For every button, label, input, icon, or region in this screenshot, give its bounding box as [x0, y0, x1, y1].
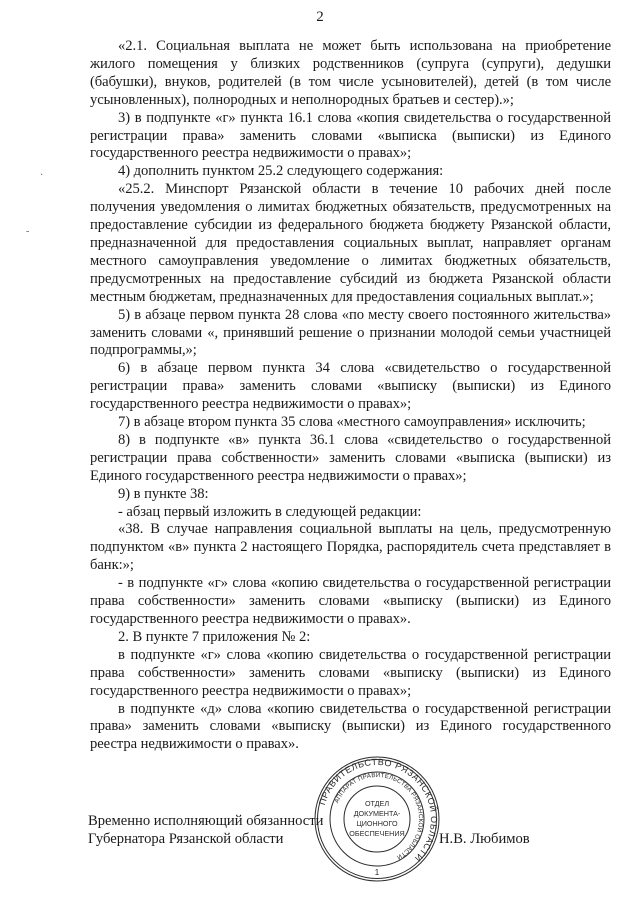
page-number: 2 — [316, 9, 324, 25]
paragraph-section-2: 2. В пункте 7 приложения № 2: — [118, 628, 311, 645]
seal-center-line-3: ЦИОННОГО — [356, 819, 398, 828]
paragraph-item-8: 8) в подпункте «в» пункта 36.1 слова «свидетельство о государственной регистрации права собственности» заменить словами «выписка (выписки) из Единого государственного реестра недвижимости о правах»; — [90, 431, 611, 484]
paragraph-item-7: 7) в абзаце втором пункта 35 слова «местного самоуправления» исключить; — [118, 414, 586, 431]
signer-position-line-2: Губернатора Рязанской области — [88, 831, 284, 847]
paragraph-25-2: «25.2. Минспорт Рязанской области в течение 10 рабочих дней после получения уведомления о лимитах бюджетных обязательств, предусмотренных на предоставление субсидии из федерального бюджета бюджету Рязанской области, предназначенной для предоставления социальных выплат, направляет органам местного самоуправления уведомление о лимитах бюджетных обязательств, предусмотренных на предоставление субсидий из бюджета Рязанской области местным бюджетам, предназначенных для предоставления социальных выплат.»; — [90, 181, 611, 305]
seal-inner-text: АППАРАТ ПРАВИТЕЛЬСТВА РЯЗАНСКОЙ ОБЛАСТИ — [333, 771, 425, 861]
paragraph-38: «38. В случае направления социальной выплаты на цель, предусмотренную подпунктом «в» пункта 2 настоящего Порядка, распорядитель счета представляет в банк:»; — [90, 521, 611, 574]
signature-block — [88, 812, 608, 848]
paragraph-item-9: 9) в пункте 38: — [118, 485, 209, 502]
seal-center-line-2: ДОКУМЕНТА- — [353, 809, 401, 818]
document-body — [90, 38, 611, 754]
paragraph-item-3: 3) в подпункте «г» пункта 16.1 слова «копия свидетельства о государственной регистрации права» заменить словами «выписка (выписки) из Единого государственного реестра недвижимости о правах»; — [90, 109, 611, 162]
paragraph-2-1: «2.1. Социальная выплата не может быть использована на приобретение жилого помещения у близких родственников (супруга (супруги), дедушки (бабушки), внуков, родителей (в том числе усыновителей), детей (в том числе усыновленных), полнородных и неполнородных братьев и сестер).»; — [90, 38, 611, 108]
margin-dot-mark: · — [40, 170, 44, 181]
paragraph-dash-2: - в подпункте «г» слова «копию свидетельства о государственной регистрации права собственности» заменить словами «выписку (выписки) из Единого государственного реестра недвижимости о правах». — [90, 575, 611, 627]
paragraph-dash-1: - абзац первый изложить в следующей редакции: — [118, 503, 422, 520]
paragraph-item-4: 4) дополнить пунктом 25.2 следующего содержания: — [118, 163, 444, 180]
signer-name: Н.В. Любимов — [439, 831, 530, 847]
margin-tick-mark: - — [26, 226, 30, 237]
paragraph-subitem-g: в подпункте «г» слова «копию свидетельства о государственной регистрации права собственности» заменить словами «выписку (выписки) из Единого государственного реестра недвижимости о правах»; — [90, 646, 611, 699]
paragraph-item-6: 6) в абзаце первом пункта 34 слова «свидетельство о государственной регистрации права» заменить словами «выписку (выписки) из Единого государственного реестра недвижимости о правах»; — [90, 360, 611, 413]
seal-number: 1 — [374, 868, 380, 877]
signer-position-line-1: Временно исполняющий обязанности — [88, 813, 324, 829]
seal-center-line-4: ОБЕСПЕЧЕНИЯ — [349, 829, 405, 838]
paragraph-subitem-d: в подпункте «д» слова «копию свидетельства о государственной регистрации права» заменить словами «выписку (выписки) из Единого государственного реестра недвижимости о правах». — [90, 700, 611, 753]
seal-center-line-1: ОТДЕЛ — [364, 799, 390, 808]
seal-outer-text: ПРАВИТЕЛЬСТВО РЯЗАНСКОЙ ОБЛАСТИ — [316, 756, 440, 864]
paragraph-item-5: 5) в абзаце первом пункта 28 слова «по месту своего постоянного жительства» заменить словами «, принявший решение о признании молодой семьи участницей подпрограммы,»; — [90, 306, 611, 359]
